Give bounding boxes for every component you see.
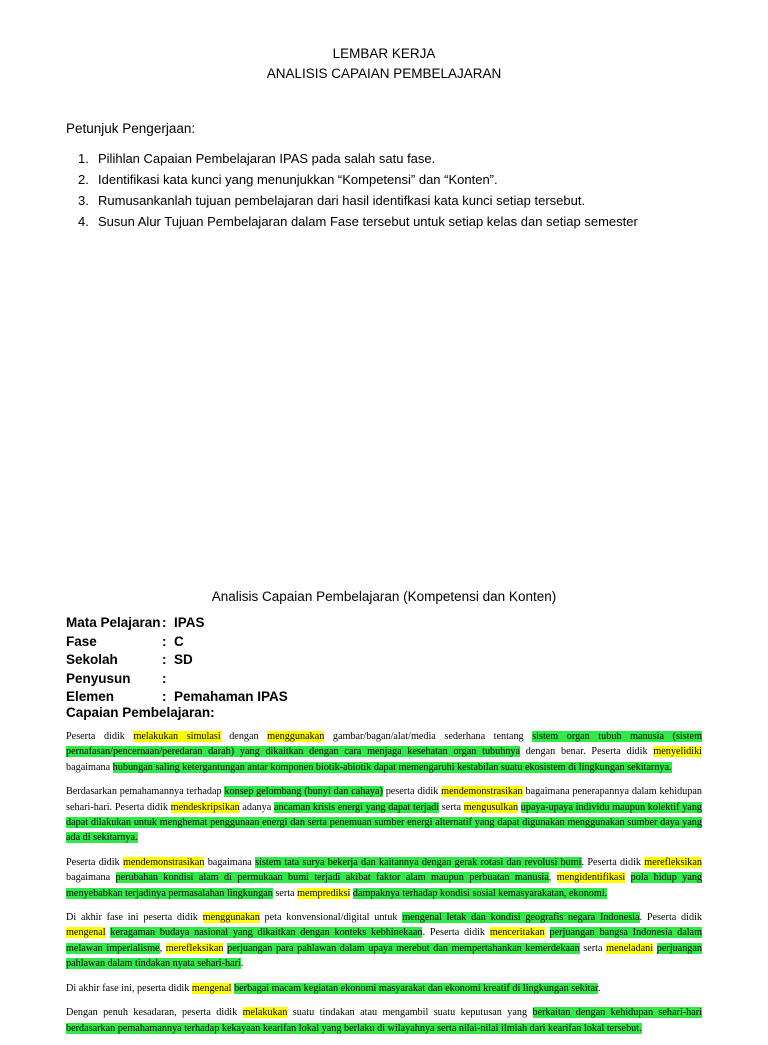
paragraph-text: , [548, 872, 557, 884]
paragraph-text: bagaimana [204, 856, 256, 868]
meta-value: C [174, 633, 184, 649]
konten-highlight: sistem organ tubuh manusia (sistem pernafasan/pencernaan/peredaran darah) yang dikaitkan dengan cara menjaga kesehatan organ tubuhnya [66, 731, 702, 758]
meta-label: Fase [66, 633, 97, 649]
paragraph-text: serta [579, 942, 607, 954]
konten-highlight: pola hidup yang menyebabkan terjadinya permasalahan lingkungan [66, 872, 703, 899]
instruction-item [78, 190, 758, 211]
paragraph-text: dengan benar. Peserta didik [520, 746, 654, 758]
meta-row-phase [66, 633, 288, 652]
meta-colon: : [162, 615, 167, 630]
kompetensi-highlight: menggunakan [202, 912, 260, 924]
cp-paragraphs [66, 729, 702, 1045]
kompetensi-highlight: melakukan [242, 1007, 288, 1019]
konten-highlight: perubahan kondisi alam di permukaan bumi terjadi akibat faktor alam maupun perbuatan manusia [115, 872, 549, 884]
konten-highlight: konsep gelombang (bunyi dan cahaya) [224, 786, 383, 798]
paragraph-text: serta [439, 801, 464, 813]
kompetensi-highlight: merefleksikan [165, 942, 224, 954]
meta-label: Elemen [66, 689, 115, 704]
meta-label: Mata Pelajaran [66, 615, 161, 630]
paragraph-text: peserta didik [382, 786, 442, 798]
paragraph-text: . [597, 982, 601, 994]
cp-paragraph [66, 981, 702, 996]
paragraph-text: Di akhir fase ini, peserta didik [66, 982, 192, 994]
kompetensi-highlight: menceritakan [489, 927, 545, 939]
paragraph-text: bagaimana penerapannya dalam kehidupan sehari-hari. Peserta didik [66, 786, 702, 813]
instruction-list [78, 148, 758, 232]
cp-label: Capaian Pembelajaran: [66, 705, 215, 720]
cp-paragraph [66, 910, 702, 972]
kompetensi-highlight: mengenal [66, 927, 106, 939]
kompetensi-highlight: meneladani [606, 942, 654, 954]
worksheet-subtitle: ANALISIS CAPAIAN PEMBELAJARAN [266, 66, 502, 81]
analysis-title: Analisis Capaian Pembelajaran (Kompetensi dan Konten) [211, 589, 557, 604]
paragraph-text: . Peserta didik [422, 927, 490, 939]
kompetensi-highlight: mendemonstrasikan [441, 786, 523, 798]
instruction-text: Pilihlan Capaian Pembelajaran IPAS pada salah satu fase. [98, 151, 436, 166]
instruction-item [78, 148, 758, 169]
konten-highlight: dampaknya terhadap kondisi sosial kemasyarakatan, ekonomi. [352, 887, 608, 899]
kompetensi-highlight: melakukan simulasi [133, 731, 221, 742]
konten-highlight: upaya-upaya individu maupun kolektif yang dapat dilakukan untuk menghemat penggunaan energi dan serta penemuan sumber energi alternatif yang dapat digunakan menggunakan sumber daya yang ada di sekitarnya. [66, 801, 703, 844]
kompetensi-highlight: mengenal [191, 982, 232, 994]
kompetensi-highlight: merefleksikan [644, 856, 702, 868]
paragraph-text: adanya [239, 801, 274, 813]
paragraph-text: Peserta didik [66, 731, 134, 742]
paragraph-text: Dengan penuh kesadaran, peserta didik [66, 1007, 243, 1019]
meta-row-subject [66, 614, 288, 633]
kompetensi-highlight: mendemonstrasikan [122, 856, 205, 868]
meta-colon: : [162, 633, 167, 649]
instruction-text: Identifikasi kata kunci yang menunjukkan “Kompetensi” dan “Konten”. [98, 172, 498, 187]
meta-row-school [66, 651, 288, 670]
meta-value: IPAS [174, 615, 205, 630]
paragraph-text: , [159, 942, 166, 954]
konten-highlight: keragaman budaya nasional yang dikaitkan dengan konteks kebhinekaan [110, 927, 423, 939]
instruction-number: 4. [78, 214, 89, 229]
konten-highlight: perjuangan para pahlawan dalam upaya merebut dan mempertahankan kemerdekaan [227, 942, 580, 954]
paragraph-text: bagaimana [66, 872, 116, 884]
meta-colon: : [162, 689, 167, 704]
paragraph-text: bagaimana [66, 761, 113, 773]
paragraph-text: Berdasarkan pemahamannya terhadap [66, 786, 225, 798]
meta-colon: : [162, 652, 167, 667]
instructions-heading: Petunjuk Pengerjaan: [66, 121, 196, 136]
konten-highlight: berkaitan dengan kehidupan sehari-hari berdasarkan pemahamannya terhadap kekayaan kearifan lokal yang berlaku di wilayahnya serta nilai-nilai ilmiah dari kearifan lokal tersebut. [66, 1007, 702, 1034]
cp-paragraph [66, 1005, 702, 1036]
konten-highlight: mengenal letak dan kondisi geografis negara Indonesia [402, 912, 640, 924]
instruction-number: 2. [78, 172, 89, 187]
meta-value: Pemahaman IPAS [174, 689, 288, 704]
konten-highlight: sistem tata surya bekerja dan kaitannya dengan gerak rotasi dan revolusi bumi [255, 856, 582, 868]
instruction-item [78, 211, 758, 232]
meta-row-element [66, 688, 288, 707]
paragraph-text: gambar/bagan/alat/media sederhana tentang [324, 731, 533, 742]
konten-highlight: perjuangan bangsa Indonesia dalam melawan imperialisme [66, 927, 702, 954]
worksheet-title: LEMBAR KERJA [332, 46, 436, 61]
paragraph-text: dengan [220, 731, 268, 742]
instruction-number: 1. [78, 151, 89, 166]
meta-label: Penyusun [66, 670, 131, 686]
meta-label: Sekolah [66, 652, 118, 667]
cp-paragraph [66, 784, 702, 846]
konten-highlight: ancaman krisis energi yang dapat terjadi [273, 801, 440, 813]
instruction-item [78, 169, 758, 190]
cp-paragraph [66, 855, 702, 901]
paragraph-text: . Peserta didik [639, 912, 702, 924]
paragraph-text: suatu tindakan atau mengambil suatu keputusan yang [287, 1007, 533, 1019]
cp-paragraph [66, 729, 702, 775]
kompetensi-highlight: menyelidiki [653, 746, 702, 758]
paragraph-text: . [240, 958, 244, 970]
kompetensi-highlight: mengusulkan [463, 801, 519, 813]
konten-highlight: hubungan saling ketergantungan antar komponen biotik-abiotik dapat memengaruhi kestabilan suatu ekosistem di lingkungan sekitarnya. [112, 761, 672, 773]
konten-highlight: perjuangan pahlawan dalam tindakan nyata sehari-hari [66, 942, 702, 970]
konten-highlight: berbagai macam kegiatan ekonomi masyarakat dan ekonomi kreatif di lingkungan sekitar [234, 982, 598, 994]
paragraph-text [625, 872, 630, 883]
meta-row-author [66, 670, 288, 689]
instruction-text: Susun Alur Tujuan Pembelajaran dalam Fase tersebut untuk setiap kelas dan setiap semester [98, 214, 638, 229]
instruction-number: 3. [78, 193, 89, 208]
meta-value: SD [174, 652, 193, 667]
meta-colon: : [162, 670, 167, 686]
instruction-text: Rumusankanlah tujuan pembelajaran dari hasil identifkasi kata kunci setiap tersebut. [98, 193, 586, 208]
paragraph-text: serta [272, 887, 298, 899]
kompetensi-highlight: mengidentifikasi [556, 872, 626, 884]
paragraph-text: peta konvensional/digital untuk [259, 912, 403, 924]
meta-table [66, 614, 288, 707]
kompetensi-highlight: menggunakan [267, 731, 325, 742]
paragraph-text [545, 927, 550, 938]
paragraph-text: Di akhir fase ini peserta didik [66, 912, 203, 924]
kompetensi-highlight: memprediksi [297, 887, 351, 899]
paragraph-text: . Peserta didik [581, 856, 645, 868]
paragraph-text: Peserta didik [66, 856, 123, 868]
kompetensi-highlight: mendeskripsikan [170, 801, 240, 813]
